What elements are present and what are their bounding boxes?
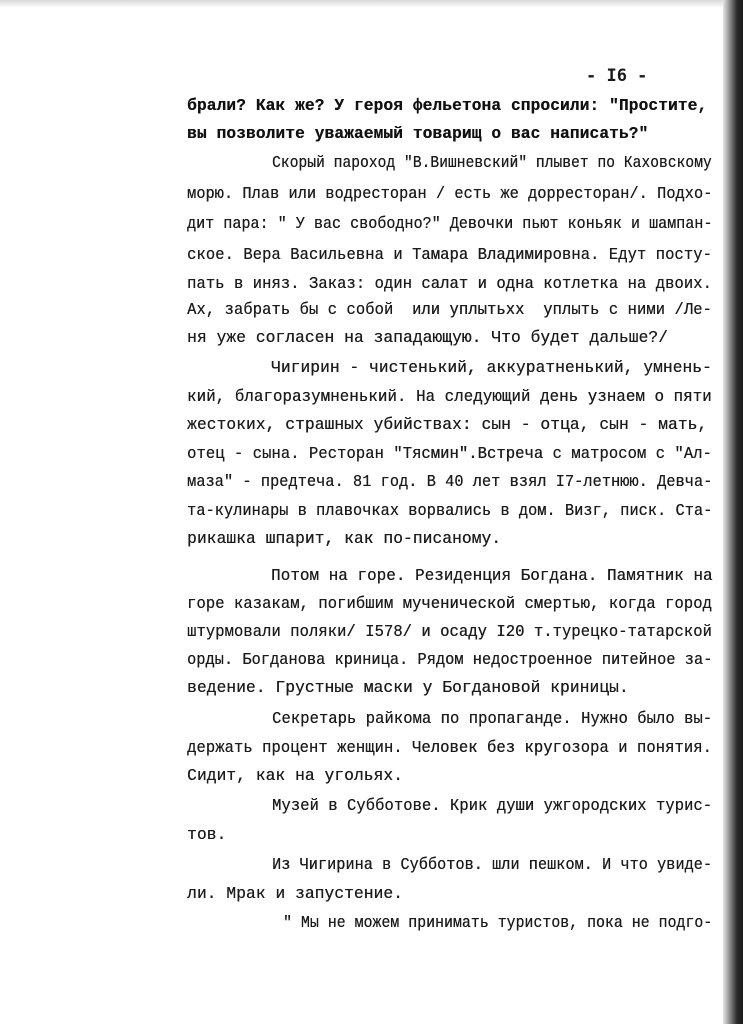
text-line: маза" - предтеча. 81 год. В 40 лет взял I7-летнюю. Девча-: [187, 473, 713, 491]
text-line: держать процент женщин. Человек без кругозора и понятия.: [187, 739, 712, 757]
text-line: морю. Плав или водресторан / есть же дорресторан/. Подхо-: [187, 185, 713, 203]
text-line: тов.: [187, 826, 227, 844]
text-line: ли. Мрак и запустение.: [187, 885, 403, 903]
page-number: - I6 -: [586, 66, 648, 86]
text-line: рикашка шпарит, как по-писаному.: [187, 530, 502, 548]
text-line: Музей в Субботове. Крик души ужгородских турис-: [272, 797, 713, 815]
text-line: ское. Вера Васильевна и Тамара Владимировна. Едут посту-: [187, 246, 712, 264]
text-line: орды. Богданова криница. Рядом недостроенное питейное за-: [187, 651, 713, 669]
photocopy-right-edge: [723, 0, 743, 1024]
text-line: ведение. Грустные маски у Богдановой криницы.: [187, 679, 629, 697]
text-line: брали? Как же? У героя фельетона спросили: "Простите,: [187, 97, 708, 115]
text-line: Сидит, как на угольях.: [187, 767, 403, 785]
text-line: " Мы не можем принимать туристов, пока не подго-: [283, 914, 713, 932]
photocopy-top-edge: [0, 0, 743, 8]
text-line: Из Чигирина в Субботов. шли пешком. И что увиде-: [272, 856, 712, 874]
text-line: кий, благоразумненький. На следующий день узнаем о пяти: [187, 388, 712, 406]
text-line: Скорый пароход "В.Вишневский" плывет по Каховскому: [272, 154, 712, 172]
text-line: горе казакам, погибшим мученической смертью, когда город: [187, 595, 712, 613]
text-line: та-кулинары в плавочках ворвались в дом. Визг, писк. Ста-: [187, 502, 713, 520]
text-line: вы позволите уважаемый товарищ о вас написать?": [187, 125, 649, 143]
text-line: Потом на горе. Резиденция Богдана. Памятник на: [271, 567, 713, 585]
text-line: отец - сына. Ресторан "Тясмин".Встреча с матросом с "Ал-: [187, 445, 712, 463]
text-line: штурмовали поляки/ I578/ и осаду I20 т.турецко-татарской: [187, 623, 712, 641]
text-line: ня уже согласен на западающую. Что будет дальше?/: [187, 329, 668, 347]
text-line: Чигирин - чистенький, аккуратненький, умнень-: [271, 359, 712, 377]
text-line: Секретарь райкома по пропаганде. Нужно было вы-: [272, 710, 713, 728]
text-line: дит пара: " У вас свободно?" Девочки пьют коньяк и шампан-: [187, 215, 713, 233]
text-line: пать в иняз. Заказ: один салат и одна котлетка на двоих.: [187, 275, 712, 293]
text-line: жестоких, страшных убийствах: сын - отца, сын - мать,: [187, 416, 708, 434]
text-line: Ах, забрать бы с собой или уплытьхх уплыть с ними /Ле-: [187, 301, 712, 319]
